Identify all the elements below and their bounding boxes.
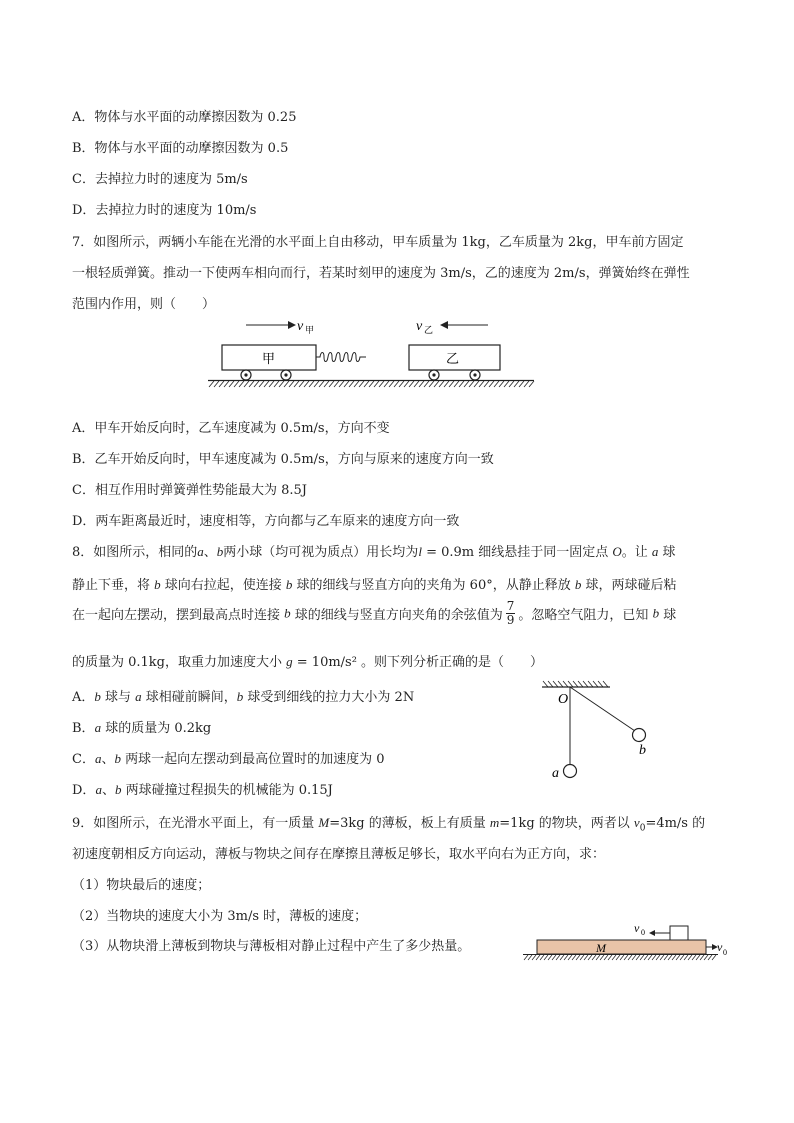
hatch-mark (593, 681, 598, 687)
hatch-mark (289, 381, 294, 387)
q6-option-c: C．去掉拉力时的速度为 5m/s (72, 172, 248, 187)
hatch-mark (419, 381, 424, 387)
hatch-mark (652, 955, 656, 960)
hatch-mark (564, 955, 568, 960)
hatch-mark (628, 955, 632, 960)
hatch-mark (504, 381, 509, 387)
hatch-mark (474, 381, 479, 387)
hatch-mark (712, 955, 716, 960)
q8-option-b: B．a 球的质量为 0.2kg (72, 720, 212, 736)
hatch-mark (604, 955, 608, 960)
hatch-mark (379, 381, 384, 387)
hatch-mark (344, 381, 349, 387)
hatch-mark (692, 955, 696, 960)
hatch-mark (399, 381, 404, 387)
hatch-mark (688, 955, 692, 960)
hatch-mark (509, 381, 514, 387)
hatch-mark (499, 381, 504, 387)
hatch-mark (548, 955, 552, 960)
hatch-mark (668, 955, 672, 960)
hatch-mark (672, 955, 676, 960)
q9-sub1: （1）物块最后的速度； (72, 878, 211, 893)
q6-option-d: D．去掉拉力时的速度为 10m/s (72, 203, 257, 218)
q8-stem-line2: 静止下垂，将 b 球向右拉起，使连接 b 球的细线与竖直方向的夹角为 60°，从静止释放 b 球，两球碰后粘 (72, 577, 677, 593)
q8-stem-line4: 的质量为 0.1kg，取重力加速度大小 g = 10m/s² 。则下列分析正确的是（ ） (72, 654, 544, 670)
hatch-mark (254, 381, 259, 387)
hatch-mark (214, 381, 219, 387)
hatch-mark (404, 381, 409, 387)
hatch-mark (269, 381, 274, 387)
hatch-mark (528, 955, 532, 960)
hatch-mark (536, 955, 540, 960)
q8-option-d: D．a、b 两球碰撞过程损失的机械能为 0.15J (72, 782, 333, 798)
hatch-mark (584, 955, 588, 960)
hatch-mark (636, 955, 640, 960)
board-M-label: M (596, 941, 606, 955)
hatch-mark (439, 381, 444, 387)
hatch-mark (349, 381, 354, 387)
hatch-mark (640, 955, 644, 960)
q7-option-a: A．甲车开始反向时，乙车速度减为 0.5m/s，方向不变 (72, 421, 390, 436)
hatch-mark (519, 381, 524, 387)
hatch-mark (588, 681, 593, 687)
q7-stem-line1: 7．如图所示，两辆小车能在光滑的水平面上自由移动，甲车质量为 1kg，乙车质量为 2kg，甲车前方固定 (72, 235, 684, 250)
q6-option-a: A．物体与水平面的动摩擦因数为 0.25 (72, 110, 297, 125)
hatch-mark (596, 955, 600, 960)
q9-stem-line1: 9．如图所示，在光滑水平面上，有一质量 M=3kg 的薄板，板上有质量 m=1kg 的物块，两者以 $v_0=4m/s$ 的 (72, 815, 706, 834)
hatch-mark (624, 955, 628, 960)
q8-pendulum-figure (530, 678, 670, 788)
hatch-mark (576, 955, 580, 960)
q9-sub3: （3）从物块滑上薄板到物块与薄板相对静止过程中产生了多少热量。 (72, 939, 471, 954)
hatch-mark (558, 681, 563, 687)
ball-b (633, 729, 646, 742)
hatch-mark (489, 381, 494, 387)
hatch-mark (354, 381, 359, 387)
hatch-mark (553, 681, 558, 687)
hatch-mark (660, 955, 664, 960)
hatch-mark (700, 955, 704, 960)
hatch-mark (664, 955, 668, 960)
hatch-mark (524, 955, 528, 960)
hatch-mark (249, 381, 254, 387)
v-yi-label: v (416, 319, 423, 334)
v0-right-label: v (717, 940, 723, 954)
hatch-mark (568, 955, 572, 960)
hatch-mark (469, 381, 474, 387)
hatch-mark (580, 955, 584, 960)
hatch-mark (484, 381, 489, 387)
hatch-mark (449, 381, 454, 387)
q9-board-figure (518, 918, 728, 968)
hatch-mark (324, 381, 329, 387)
hatch-mark (556, 955, 560, 960)
hatch-mark (434, 381, 439, 387)
hatch-mark (329, 381, 334, 387)
hatch-mark (479, 381, 484, 387)
block-m (670, 926, 688, 940)
v-jia-subscript: 甲 (305, 325, 315, 335)
hatch-mark (234, 381, 239, 387)
hatch-mark (274, 381, 279, 387)
car-yi-label: 乙 (446, 351, 460, 366)
q8-option-c: C．a、b 两球一起向左摆动到最高位置时的加速度为 0 (72, 751, 385, 767)
hatch-mark (424, 381, 429, 387)
hatch-mark (676, 955, 680, 960)
hatch-mark (563, 681, 568, 687)
hatch-mark (543, 681, 548, 687)
q9-stem-line2: 初速度朝相反方向运动，薄板与物块之间存在摩擦且薄板足够长，取水平向右为正方向，求： (72, 847, 606, 862)
hatch-mark (334, 381, 339, 387)
string-b (570, 687, 635, 731)
hatch-mark (568, 681, 573, 687)
hatch-mark (573, 681, 578, 687)
q9-sub2: （2）当物块的速度大小为 3m/s 时，薄板的速度； (72, 909, 368, 924)
hatch-mark (648, 955, 652, 960)
point-o-label: O (558, 692, 569, 707)
q7-stem-line2: 一根轻质弹簧。推动一下使两车相向而行，若某时刻甲的速度为 3m/s，乙的速度为 2m/s，弹簧始终在弹性 (72, 266, 690, 281)
hatch-mark (209, 381, 214, 387)
hatch-mark (259, 381, 264, 387)
q8-option-a: A．b 球与 a 球相碰前瞬间，b 球受到细线的拉力大小为 2N (72, 689, 415, 705)
hatch-mark (339, 381, 344, 387)
q7-option-b: B．乙车开始反向时，甲车速度减为 0.5m/s，方向与原来的速度方向一致 (72, 452, 494, 467)
hatch-mark (364, 381, 369, 387)
hatch-mark (524, 381, 529, 387)
hatch-mark (359, 381, 364, 387)
hatch-mark (540, 955, 544, 960)
hatch-mark (644, 955, 648, 960)
hatch-mark (409, 381, 414, 387)
hatch-mark (598, 681, 603, 687)
hatch-mark (429, 381, 434, 387)
v0-top-label: v (634, 921, 640, 935)
hatch-mark (224, 381, 229, 387)
spring (316, 353, 366, 362)
hatch-mark (279, 381, 284, 387)
hatch-mark (384, 381, 389, 387)
hatch-mark (600, 955, 604, 960)
hatch-mark (454, 381, 459, 387)
hatch-mark (319, 381, 324, 387)
hatch-mark (264, 381, 269, 387)
q8-stem-line3: 在一起向左摆动，摆到最高点时连接 b 球的细线与竖直方向夹角的余弦值为 $\frac{7}{9}$ 。忽略空气阻力，已知 b 球 (72, 599, 677, 627)
hatch-mark (514, 381, 519, 387)
hatch-mark (616, 955, 620, 960)
q6-option-b: B．物体与水平面的动摩擦因数为 0.5 (72, 141, 289, 156)
ball-a (564, 765, 577, 778)
hatch-mark (632, 955, 636, 960)
hatch-mark (369, 381, 374, 387)
hatch-mark (548, 681, 553, 687)
q7-option-c: C．相互作用时弹簧弹性势能最大为 8.5J (72, 483, 307, 498)
hatch-mark (529, 381, 534, 387)
hatch-mark (284, 381, 289, 387)
hatch-mark (552, 955, 556, 960)
hatch-mark (394, 381, 399, 387)
hatch-mark (309, 381, 314, 387)
car-jia-label: 甲 (262, 351, 276, 366)
hatch-mark (708, 955, 712, 960)
hatch-mark (544, 955, 548, 960)
hatch-mark (588, 955, 592, 960)
q8-stem-line1: 8．如图所示，相同的a、b两小球（均可视为质点）用长均为l = 0.9m 细线悬挂于同一固定点 O。让 a 球 (72, 544, 676, 560)
hatch-mark (578, 681, 583, 687)
q7-option-d: D．两车距离最近时，速度相等，方向都与乙车原来的速度方向一致 (72, 514, 460, 529)
hatch-mark (583, 681, 588, 687)
v0-top-subscript: 0 (641, 928, 645, 937)
hatch-mark (374, 381, 379, 387)
hatch-mark (532, 955, 536, 960)
hatch-mark (229, 381, 234, 387)
hatch-mark (389, 381, 394, 387)
hatch-mark (680, 955, 684, 960)
hatch-mark (464, 381, 469, 387)
q7-cars-figure (200, 312, 540, 390)
hatch-mark (603, 681, 608, 687)
hatch-mark (592, 955, 596, 960)
hatch-mark (239, 381, 244, 387)
hatch-mark (414, 381, 419, 387)
ball-b-label: b (639, 743, 646, 758)
q7-stem-line3: 范围内作用，则（ ） (72, 297, 216, 312)
hatch-mark (494, 381, 499, 387)
hatch-mark (572, 955, 576, 960)
hatch-mark (656, 955, 660, 960)
hatch-mark (696, 955, 700, 960)
hatch-mark (459, 381, 464, 387)
v-jia-label: v (297, 319, 304, 334)
hatch-mark (314, 381, 319, 387)
hatch-mark (704, 955, 708, 960)
hatch-mark (612, 955, 616, 960)
hatch-mark (620, 955, 624, 960)
hatch-mark (304, 381, 309, 387)
v-yi-subscript: 乙 (424, 325, 434, 335)
hatch-mark (444, 381, 449, 387)
hatch-mark (294, 381, 299, 387)
hatch-mark (684, 955, 688, 960)
board-M (537, 940, 706, 954)
ball-a-label: a (552, 766, 559, 781)
cosine-fraction: $\frac{7}{9}$ (506, 599, 515, 627)
hatch-mark (244, 381, 249, 387)
hatch-mark (608, 955, 612, 960)
hatch-mark (299, 381, 304, 387)
hatch-mark (560, 955, 564, 960)
v0-right-subscript: 0 (723, 948, 727, 957)
hatch-mark (219, 381, 224, 387)
